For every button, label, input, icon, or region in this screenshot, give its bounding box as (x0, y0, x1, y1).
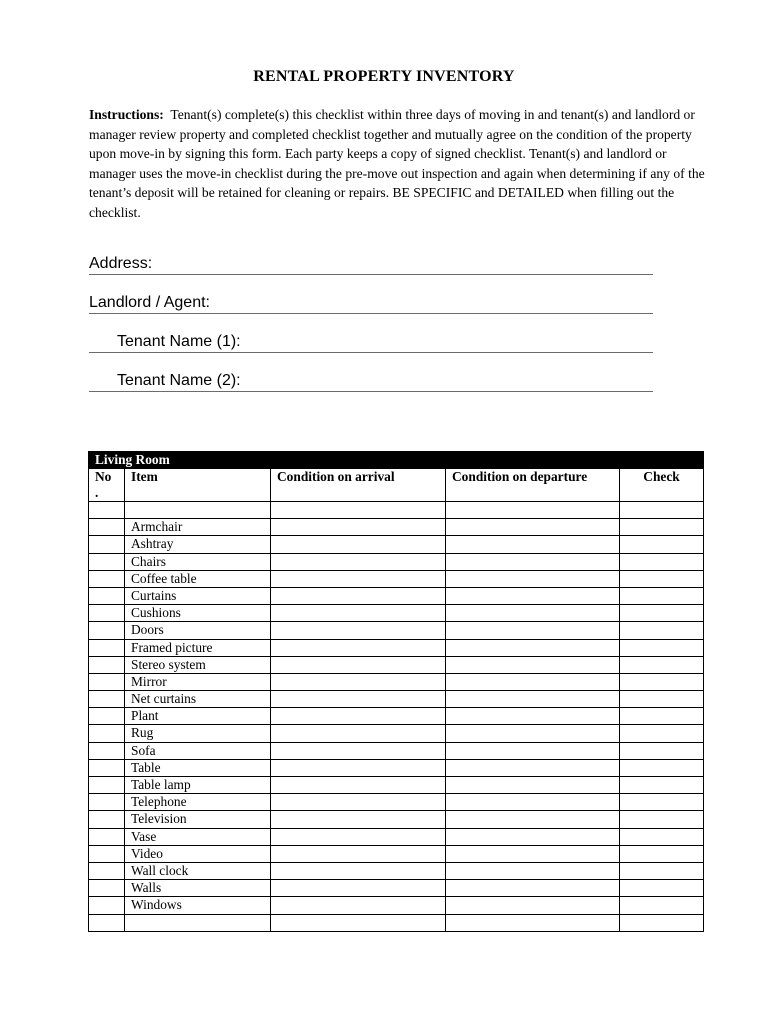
table-row (89, 897, 704, 914)
col-header-check: Check (620, 469, 704, 502)
cell-item: Rug (125, 725, 271, 742)
col-header-no: No . (89, 469, 125, 502)
cell-condition-departure[interactable] (446, 845, 620, 862)
cell-no[interactable] (89, 605, 125, 622)
landlord-field[interactable] (89, 291, 653, 314)
cell-condition-arrival[interactable] (271, 536, 446, 553)
cell-no[interactable] (89, 691, 125, 708)
cell-no[interactable] (89, 725, 125, 742)
table-row (89, 639, 704, 656)
table-row (89, 691, 704, 708)
cell-no[interactable] (89, 811, 125, 828)
cell-no[interactable] (89, 897, 125, 914)
cell-condition-departure[interactable] (446, 914, 620, 931)
cell-condition-arrival[interactable] (271, 862, 446, 879)
cell-condition-departure[interactable] (446, 708, 620, 725)
cell-check[interactable] (620, 777, 704, 794)
cell-check[interactable] (620, 536, 704, 553)
tenant-name-1-label: Tenant Name (1): (117, 333, 241, 350)
tenant-name-2-label: Tenant Name (2): (117, 372, 241, 389)
cell-item: Net curtains (125, 691, 271, 708)
instructions-text: Tenant(s) complete(s) this checklist within three days of moving in and tenant(s) and landlord or manager review property and completed checklist together and mutually agree on the condition of the property upon move-in by signing this form. Each party keeps a copy of signed checklist. Tenant(s) and landlord or manager uses the move-in checklist during the pre-move out inspection and again when determining if any of the tenant’s deposit will be retained for cleaning or repairs. BE SPECIFIC and DETAILED when filling out the checklist. (89, 107, 705, 220)
cell-item: Table lamp (125, 777, 271, 794)
cell-condition-departure[interactable] (446, 828, 620, 845)
cell-condition-arrival[interactable] (271, 673, 446, 690)
cell-item: Windows (125, 897, 271, 914)
cell-check[interactable] (620, 570, 704, 587)
cell-check[interactable] (620, 742, 704, 759)
cell-condition-departure[interactable] (446, 622, 620, 639)
cell-no[interactable] (89, 862, 125, 879)
cell-check[interactable] (620, 794, 704, 811)
instructions-label: Instructions: (89, 107, 164, 122)
cell-condition-departure[interactable] (446, 880, 620, 897)
col-header-arrival: Condition on arrival (271, 469, 446, 502)
table-row (89, 708, 704, 725)
cell-check[interactable] (620, 639, 704, 656)
cell-condition-arrival[interactable] (271, 553, 446, 570)
cell-item: Television (125, 811, 271, 828)
cell-condition-departure[interactable] (446, 639, 620, 656)
cell-item: Stereo system (125, 656, 271, 673)
cell-condition-departure[interactable] (446, 794, 620, 811)
cell-no[interactable] (89, 794, 125, 811)
table-row (89, 862, 704, 879)
cell-condition-departure[interactable] (446, 862, 620, 879)
cell-item: Cushions (125, 605, 271, 622)
cell-item: Chairs (125, 553, 271, 570)
cell-item (125, 914, 271, 931)
cell-item: Table (125, 759, 271, 776)
cell-no[interactable] (89, 914, 125, 931)
cell-no[interactable] (89, 502, 125, 519)
table-row (89, 794, 704, 811)
cell-condition-departure[interactable] (446, 777, 620, 794)
cell-condition-arrival[interactable] (271, 759, 446, 776)
cell-check[interactable] (620, 605, 704, 622)
cell-item: Vase (125, 828, 271, 845)
cell-item: Mirror (125, 673, 271, 690)
cell-condition-departure[interactable] (446, 519, 620, 536)
cell-condition-arrival[interactable] (271, 777, 446, 794)
cell-condition-departure[interactable] (446, 656, 620, 673)
table-row (89, 622, 704, 639)
table-row (89, 502, 704, 519)
cell-condition-arrival[interactable] (271, 502, 446, 519)
cell-check[interactable] (620, 862, 704, 879)
cell-condition-arrival[interactable] (271, 828, 446, 845)
cell-no[interactable] (89, 828, 125, 845)
cell-no[interactable] (89, 673, 125, 690)
cell-condition-arrival[interactable] (271, 519, 446, 536)
cell-check[interactable] (620, 914, 704, 931)
table-row (89, 570, 704, 587)
cell-no[interactable] (89, 708, 125, 725)
inventory-table (88, 451, 704, 932)
table-row (89, 880, 704, 897)
cell-condition-arrival[interactable] (271, 845, 446, 862)
table-row (89, 759, 704, 776)
tenant-name-1-field[interactable] (89, 330, 653, 353)
table-row (89, 673, 704, 690)
cell-check[interactable] (620, 673, 704, 690)
cell-condition-arrival[interactable] (271, 811, 446, 828)
cell-condition-arrival[interactable] (271, 656, 446, 673)
cell-item: Video (125, 845, 271, 862)
table-row (89, 725, 704, 742)
section-header-row (89, 452, 704, 469)
cell-item: Plant (125, 708, 271, 725)
cell-condition-arrival[interactable] (271, 880, 446, 897)
cell-item: Walls (125, 880, 271, 897)
cell-check[interactable] (620, 587, 704, 604)
table-row (89, 656, 704, 673)
cell-condition-arrival[interactable] (271, 725, 446, 742)
cell-condition-departure[interactable] (446, 587, 620, 604)
cell-item: Doors (125, 622, 271, 639)
table-row (89, 742, 704, 759)
cell-check[interactable] (620, 811, 704, 828)
cell-no[interactable] (89, 587, 125, 604)
table-row (89, 553, 704, 570)
cell-no[interactable] (89, 622, 125, 639)
document-title: RENTAL PROPERTY INVENTORY (253, 68, 515, 85)
cell-check[interactable] (620, 880, 704, 897)
cell-condition-departure[interactable] (446, 553, 620, 570)
cell-item: Coffee table (125, 570, 271, 587)
landlord-label: Landlord / Agent: (89, 294, 210, 311)
table-row (89, 811, 704, 828)
cell-check[interactable] (620, 845, 704, 862)
cell-item: Sofa (125, 742, 271, 759)
cell-no[interactable] (89, 777, 125, 794)
cell-item: Armchair (125, 519, 271, 536)
table-row (89, 519, 704, 536)
cell-check[interactable] (620, 708, 704, 725)
cell-check[interactable] (620, 622, 704, 639)
cell-no[interactable] (89, 536, 125, 553)
cell-check[interactable] (620, 897, 704, 914)
table-row (89, 536, 704, 553)
address-label: Address: (89, 255, 153, 272)
table-header-row (89, 469, 704, 502)
cell-condition-arrival[interactable] (271, 794, 446, 811)
cell-condition-departure[interactable] (446, 605, 620, 622)
cell-check[interactable] (620, 691, 704, 708)
col-header-item: Item (125, 469, 271, 502)
cell-condition-arrival[interactable] (271, 691, 446, 708)
table-row (89, 828, 704, 845)
cell-condition-arrival[interactable] (271, 605, 446, 622)
cell-no[interactable] (89, 639, 125, 656)
cell-item: Framed picture (125, 639, 271, 656)
cell-condition-arrival[interactable] (271, 622, 446, 639)
cell-item (125, 502, 271, 519)
cell-condition-departure[interactable] (446, 673, 620, 690)
table-row (89, 914, 704, 931)
cell-check[interactable] (620, 828, 704, 845)
cell-condition-arrival[interactable] (271, 708, 446, 725)
cell-no[interactable] (89, 759, 125, 776)
cell-condition-arrival[interactable] (271, 587, 446, 604)
table-row (89, 587, 704, 604)
cell-item: Ashtray (125, 536, 271, 553)
cell-condition-arrival[interactable] (271, 914, 446, 931)
cell-condition-departure[interactable] (446, 570, 620, 587)
cell-check[interactable] (620, 502, 704, 519)
cell-condition-departure[interactable] (446, 742, 620, 759)
cell-item: Curtains (125, 587, 271, 604)
instructions-paragraph (89, 105, 709, 223)
cell-no[interactable] (89, 656, 125, 673)
cell-condition-arrival[interactable] (271, 639, 446, 656)
cell-check[interactable] (620, 519, 704, 536)
cell-condition-departure[interactable] (446, 536, 620, 553)
cell-no[interactable] (89, 880, 125, 897)
cell-no[interactable] (89, 553, 125, 570)
cell-condition-departure[interactable] (446, 811, 620, 828)
cell-no[interactable] (89, 742, 125, 759)
table-row (89, 777, 704, 794)
cell-condition-departure[interactable] (446, 897, 620, 914)
cell-check[interactable] (620, 759, 704, 776)
cell-item: Wall clock (125, 862, 271, 879)
tenant-name-2-field[interactable] (89, 369, 653, 392)
col-header-departure: Condition on departure (446, 469, 620, 502)
cell-item: Telephone (125, 794, 271, 811)
cell-condition-arrival[interactable] (271, 742, 446, 759)
section-title: Living Room (89, 452, 704, 469)
cell-condition-arrival[interactable] (271, 897, 446, 914)
cell-no[interactable] (89, 570, 125, 587)
address-field[interactable] (89, 252, 653, 275)
cell-check[interactable] (620, 725, 704, 742)
table-row (89, 845, 704, 862)
cell-check[interactable] (620, 553, 704, 570)
cell-no[interactable] (89, 845, 125, 862)
cell-condition-departure[interactable] (446, 691, 620, 708)
cell-condition-departure[interactable] (446, 759, 620, 776)
cell-condition-departure[interactable] (446, 502, 620, 519)
cell-check[interactable] (620, 656, 704, 673)
cell-no[interactable] (89, 519, 125, 536)
table-row (89, 605, 704, 622)
cell-condition-departure[interactable] (446, 725, 620, 742)
cell-condition-arrival[interactable] (271, 570, 446, 587)
